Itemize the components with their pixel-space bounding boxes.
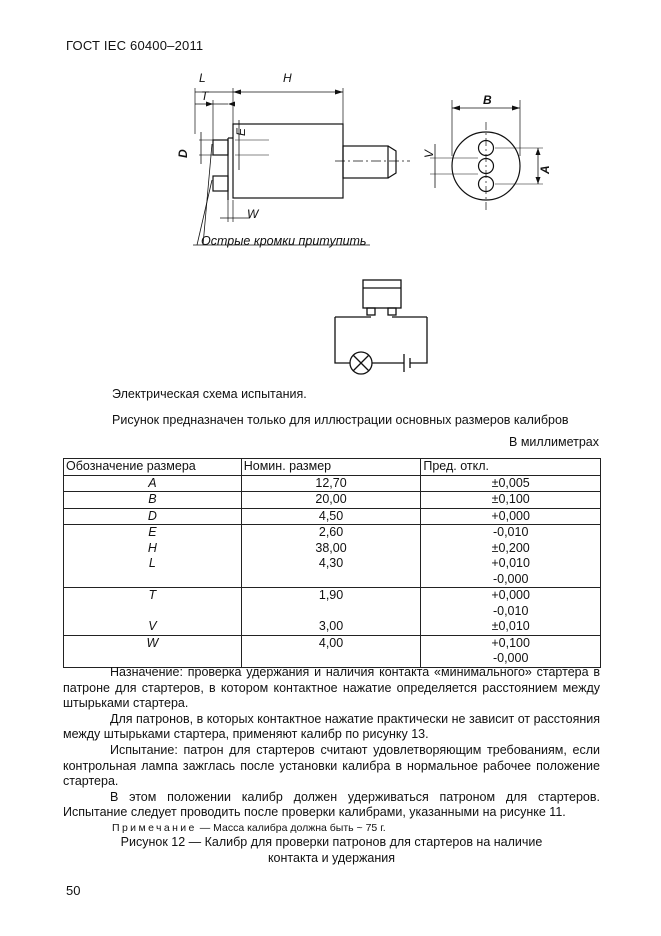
- table-cell: [64, 635, 242, 667]
- table-cell: [241, 635, 421, 667]
- table-header: Обозначение размера: [64, 459, 242, 476]
- drawing-annotation: Острые кромки притупить: [201, 234, 367, 248]
- cell-line: L: [148, 556, 156, 570]
- table-header: Номин. размер: [241, 459, 421, 476]
- paragraph: Назначение: проверка удержания и наличия контакта «минимального» стартера в патроне для стартеров, в котором контактное нажатие определяется расстоянием между штырьками стартера.: [63, 665, 600, 711]
- table-cell: 12,70: [241, 475, 421, 492]
- circuit-caption: Электрическая схема испытания.: [112, 387, 307, 401]
- cell-line: 4,00: [318, 635, 344, 650]
- cell-line: -0,000: [492, 651, 529, 665]
- cell-line: ±0,200: [491, 540, 530, 555]
- cell-line: 2,60: [318, 525, 344, 539]
- note: [112, 822, 386, 834]
- dim-label-l: L: [199, 71, 206, 85]
- dim-label-a: A: [538, 165, 552, 174]
- dim-label-w: W: [247, 207, 259, 221]
- circuit-gauge: [363, 280, 401, 308]
- document-header: ГОСТ IEC 60400–2011: [66, 38, 204, 53]
- cell-line: V: [148, 619, 157, 633]
- test-circuit-diagram: [330, 275, 440, 385]
- table-cell: [421, 635, 601, 667]
- cell-line: ±0,010: [491, 619, 530, 633]
- cell-line: 3,00: [318, 619, 344, 633]
- battery-icon: [404, 354, 410, 372]
- table-cell: [241, 525, 421, 588]
- table-row: [64, 525, 601, 588]
- table-cell: ±0,100: [421, 492, 601, 509]
- table-cell: [64, 525, 242, 588]
- table-cell: D: [64, 508, 242, 525]
- dim-label-e: E: [234, 127, 248, 136]
- table-header-row: [64, 459, 601, 476]
- gauge-drawing: [165, 60, 552, 270]
- table-cell: 4,50: [241, 508, 421, 525]
- figure-caption-line: Рисунок 12 — Калибр для проверки патронов для стартеров на наличие: [120, 835, 543, 849]
- dim-label-h: H: [283, 71, 292, 85]
- cell-line: E: [148, 525, 157, 539]
- figure-caption-line: контакта и удержания: [267, 851, 396, 865]
- cell-line: -0,000: [492, 571, 529, 586]
- cell-line: +0,100: [491, 635, 530, 650]
- cell-line: H: [147, 540, 157, 555]
- cell-line: W: [146, 635, 159, 650]
- cell-line: -0,010: [492, 603, 529, 618]
- table-cell: A: [64, 475, 242, 492]
- page-number: 50: [66, 883, 81, 898]
- table-header: Пред. откл.: [421, 459, 601, 476]
- dim-label-t: T: [201, 89, 209, 103]
- cell-line: T: [148, 588, 157, 602]
- gauge-pin-top: [213, 140, 228, 155]
- table-row: [64, 588, 601, 636]
- cell-line: +0,010: [491, 556, 530, 570]
- cell-line: 1,90: [318, 588, 344, 602]
- table-cell: 20,00: [241, 492, 421, 509]
- description-text: [63, 665, 600, 821]
- figure-caption: [63, 834, 600, 866]
- note-label: Примечание: [112, 822, 197, 834]
- cell-line: 38,00: [315, 540, 347, 555]
- table-cell: ±0,005: [421, 475, 601, 492]
- dim-label-d: D: [176, 149, 190, 158]
- cell-line: +0,000: [491, 588, 530, 602]
- note-text: — Масса калибра должна быть ~ 75 г.: [196, 822, 386, 834]
- dim-label-v: V: [422, 149, 436, 158]
- dim-label-b: B: [483, 93, 492, 107]
- units-label: В миллиметрах: [509, 435, 599, 449]
- table-row: [64, 492, 601, 509]
- table-row: [64, 635, 601, 667]
- cell-line: -0,010: [492, 525, 529, 539]
- gauge-body: [233, 124, 343, 198]
- paragraph: Испытание: патрон для стартеров считают удовлетворяющим требованиям, если контрольная лампа зажглась после установки калибра в нормальное рабочее положение стартера.: [63, 742, 600, 789]
- illustration-note: Рисунок предназначен только для иллюстрации основных размеров калибров: [112, 413, 569, 427]
- table-cell: [64, 588, 242, 636]
- table-cell: [421, 588, 601, 636]
- gauge-shaft: [343, 146, 388, 178]
- paragraph: Для патронов, в которых контактное нажатие практически не зависит от расстояния между штырьками стартера, применяют калибр по рисунку 13.: [63, 711, 600, 742]
- gauge-pin-bottom: [213, 176, 228, 191]
- paragraph: В этом положении калибр должен удерживаться патроном для стартеров. Испытание следует проводить после проверки калибрами, указанными на рисунке 11.: [63, 789, 600, 820]
- table-row: [64, 508, 601, 525]
- table-cell: +0,000: [421, 508, 601, 525]
- table-cell: [421, 525, 601, 588]
- table-row: [64, 475, 601, 492]
- gauge-shaft-end: [388, 146, 396, 178]
- table-cell: [241, 588, 421, 636]
- dimensions-table: [63, 458, 601, 668]
- cell-line: 4,30: [318, 556, 344, 570]
- table-cell: B: [64, 492, 242, 509]
